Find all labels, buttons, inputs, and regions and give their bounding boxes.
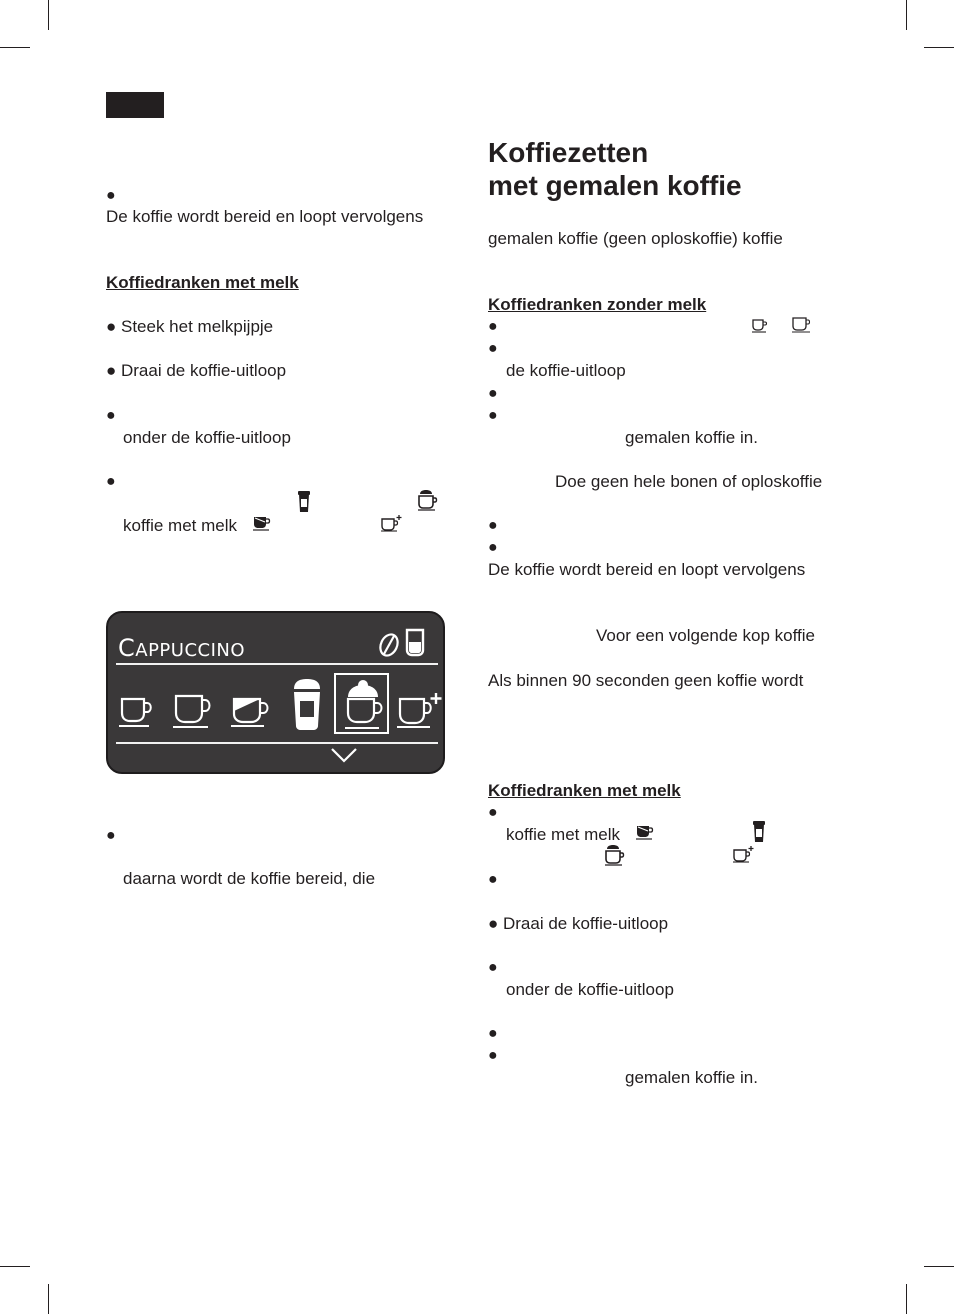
ground-coffee-icon <box>378 632 400 658</box>
latte-macchiato-icon <box>752 821 766 843</box>
body-text: koffie met melk <box>123 516 238 535</box>
body-text: De koffie wordt bereid en loopt vervolgens <box>106 207 424 226</box>
coffee-xl-icon <box>733 846 755 863</box>
latte-macchiato-icon <box>297 491 311 513</box>
bullet: ● <box>488 1025 498 1042</box>
body-text: koffie met melk <box>506 825 621 844</box>
section-heading-milk-right: Koffiedranken met melk <box>488 781 681 800</box>
bullet: ● <box>106 827 116 844</box>
bullet: ● <box>106 187 116 204</box>
section-heading-milk: Koffiedranken met melk <box>106 273 299 292</box>
crop-mark <box>0 47 30 48</box>
step-turn-spout: ● Draai de koffie-uitloop <box>488 914 669 933</box>
coffee-with-milk-icon <box>636 824 654 840</box>
bullet: ● <box>106 473 116 490</box>
coffee-xl-icon[interactable] <box>396 693 442 729</box>
bullet: ● <box>488 385 498 402</box>
crop-mark <box>48 1284 49 1314</box>
bullet: ● <box>488 340 498 357</box>
cappuccino-icon[interactable] <box>342 679 384 731</box>
bullet: ● <box>106 407 116 424</box>
body-text: gemalen koffie in. <box>625 1068 758 1087</box>
body-text: Als binnen 90 seconden geen koffie wordt <box>488 671 804 690</box>
bullet: ● <box>488 318 498 335</box>
crop-mark <box>0 1266 30 1267</box>
bullet: ● <box>488 517 498 534</box>
crop-mark <box>924 1266 954 1267</box>
bullet: ● <box>488 871 498 888</box>
title-line-2: met gemalen koffie <box>488 170 742 201</box>
display-title-cap: C <box>118 634 136 662</box>
coffee-xl-icon <box>381 515 403 532</box>
crop-mark <box>48 0 49 30</box>
body-text: onder de koffie-uitloop <box>123 428 291 447</box>
step-insert-milk-tube: ● Steek het melkpijpje <box>106 317 274 336</box>
cappuccino-icon <box>603 844 625 866</box>
step-turn-spout: ● Draai de koffie-uitloop <box>106 361 287 380</box>
body-text: de koffie-uitloop <box>506 361 626 380</box>
title-line-1: Koffiezetten <box>488 137 649 168</box>
crop-mark <box>924 47 954 48</box>
display-divider-bottom <box>116 742 438 744</box>
crop-mark <box>906 0 907 30</box>
language-tab <box>106 92 164 118</box>
latte-macchiato-icon[interactable] <box>290 679 324 731</box>
section-heading-no-milk: Koffiedranken zonder melk <box>488 295 707 314</box>
intro-text: gemalen koffie (geen oploskoffie) koffie <box>488 229 783 248</box>
body-text: onder de koffie-uitloop <box>506 980 674 999</box>
display-divider-top <box>116 663 438 665</box>
crop-mark <box>906 1284 907 1314</box>
bullet: ● <box>488 1047 498 1064</box>
cup-indicator-icon <box>404 628 426 658</box>
coffee-with-milk-icon[interactable] <box>230 695 270 729</box>
warning-text: Doe geen hele bonen of oploskoffie <box>555 472 823 491</box>
bullet: ● <box>488 804 498 821</box>
coffee-cup-icon <box>752 318 768 333</box>
body-text: gemalen koffie in. <box>625 428 758 447</box>
bullet: ● <box>488 407 498 424</box>
page-title <box>488 136 742 202</box>
display-title-rest: APPUCCINO <box>135 640 246 661</box>
coffee-with-milk-icon <box>253 515 271 531</box>
cappuccino-icon <box>416 489 438 511</box>
bullet: ● <box>488 539 498 556</box>
body-text: daarna wordt de koffie bereid, die <box>123 869 376 888</box>
body-text: De koffie wordt bereid en loopt vervolgens <box>488 560 806 579</box>
chevron-down-icon[interactable] <box>330 747 358 763</box>
body-text: Voor een volgende kop koffie <box>596 626 815 645</box>
coffee-cup-icon[interactable] <box>118 695 154 729</box>
display-title <box>118 635 245 664</box>
bullet: ● <box>488 959 498 976</box>
appliance-display <box>106 611 445 774</box>
large-coffee-cup-icon <box>792 316 812 333</box>
large-coffee-cup-icon[interactable] <box>172 693 212 729</box>
